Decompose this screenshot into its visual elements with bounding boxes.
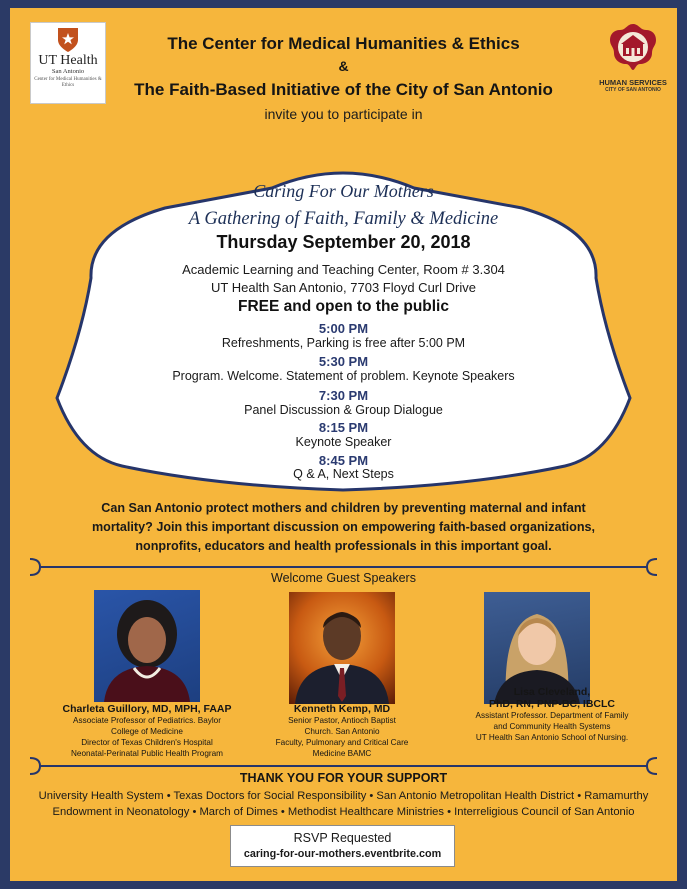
support-line: Endowment in Neonatology • March of Dimes • Methodist Healthcare Ministries • Interreligious Council of San Antonio xyxy=(52,806,635,818)
speaker-name: Lisa Cleveland, xyxy=(513,686,591,698)
schedule-time: 8:15 PM xyxy=(318,420,369,435)
ut-health-logo-name: UT Health xyxy=(38,53,98,68)
speaker-photo-kemp xyxy=(289,592,395,704)
speaker-desc: and Community Health Systems xyxy=(493,722,611,731)
event-venue-address: UT Health San Antonio, 7703 Floyd Curl Drive xyxy=(211,280,476,295)
schedule-time: 5:00 PM xyxy=(318,321,369,336)
speaker-guillory xyxy=(40,703,254,759)
rsvp-box xyxy=(230,825,455,867)
event-blurb xyxy=(50,499,637,556)
speaker-cleveland xyxy=(442,686,662,743)
event-free-notice: FREE and open to the public xyxy=(238,298,449,315)
schedule-time: 7:30 PM xyxy=(318,388,369,403)
schedule-time: 5:30 PM xyxy=(318,354,369,369)
speaker-desc: Faculty, Pulmonary and Critical Care xyxy=(275,738,409,747)
ut-health-logo-sub1: San Antonio xyxy=(51,68,85,75)
speaker-photo-guillory xyxy=(94,590,200,702)
speaker-desc: Medicine BAMC xyxy=(312,749,372,758)
speaker-desc: Church. San Antonio xyxy=(304,727,380,736)
host-ampersand: & xyxy=(338,58,349,74)
schedule-time: 8:45 PM xyxy=(318,453,369,468)
speaker-desc: Assistant Professor. Department of Family xyxy=(475,711,629,720)
event-venue-room: Academic Learning and Teaching Center, Room # 3.304 xyxy=(182,262,505,277)
blurb-line: mortality? Join this important discussion on empowering faith-based organizations, xyxy=(91,520,596,534)
schedule-desc: Keynote Speaker xyxy=(295,435,392,449)
support-list xyxy=(30,788,657,820)
ut-health-logo-sub2: Center for Medical Humanities & Ethics xyxy=(34,77,102,88)
event-title: Caring For Our Mothers xyxy=(253,181,434,201)
speaker-desc: College of Medicine xyxy=(111,727,183,736)
support-heading: THANK YOU FOR YOUR SUPPORT xyxy=(239,771,448,785)
speaker-name: Kenneth Kemp, MD xyxy=(293,703,391,715)
blurb-line: nonprofits, educators and health professionals in this important goal. xyxy=(135,539,552,553)
invite-line: invite you to participate in xyxy=(264,106,423,122)
rsvp-link[interactable]: caring-for-our-mothers.eventbrite.com xyxy=(243,848,442,860)
rsvp-label: RSVP Requested xyxy=(293,831,392,845)
speaker-credentials: PhD, RN, PNP-BC, IBCLC xyxy=(489,698,615,710)
human-services-logo-sub: CITY OF SAN ANTONIO xyxy=(605,87,661,93)
flyer-page xyxy=(10,8,677,881)
schedule-desc: Program. Welcome. Statement of problem. Keynote Speakers xyxy=(172,369,515,383)
speaker-desc: Associate Professor of Pediatrics. Baylor xyxy=(73,716,221,725)
human-services-logo-name: HUMAN SERVICES xyxy=(599,78,667,87)
event-date: Thursday September 20, 2018 xyxy=(216,232,471,252)
speaker-desc: UT Health San Antonio School of Nursing. xyxy=(475,733,629,742)
speaker-desc: Director of Texas Children's Hospital xyxy=(81,738,213,747)
speakers-heading: Welcome Guest Speakers xyxy=(271,571,416,585)
speaker-desc: Senior Pastor, Antioch Baptist xyxy=(288,716,396,725)
speaker-name: Charleta Guillory, MD, MPH, FAAP xyxy=(62,703,232,715)
speaker-desc: Neonatal-Perinatal Public Health Program xyxy=(70,749,223,758)
host-line-2: The Faith-Based Initiative of the City of San Antonio xyxy=(134,80,553,99)
schedule-desc: Q & A, Next Steps xyxy=(293,467,394,481)
event-subtitle: A Gathering of Faith, Family & Medicine xyxy=(188,209,499,229)
support-line: University Health System • Texas Doctors for Social Responsibility • San Antonio Metropolitan Health District • Ramamurthy xyxy=(38,790,649,802)
speaker-kemp xyxy=(242,703,442,759)
host-line-1: The Center for Medical Humanities & Ethics xyxy=(167,34,520,53)
schedule-desc: Panel Discussion & Group Dialogue xyxy=(244,403,443,417)
schedule-desc: Refreshments, Parking is free after 5:00 PM xyxy=(221,336,466,350)
blurb-line: Can San Antonio protect mothers and children by preventing maternal and infant xyxy=(101,501,586,515)
